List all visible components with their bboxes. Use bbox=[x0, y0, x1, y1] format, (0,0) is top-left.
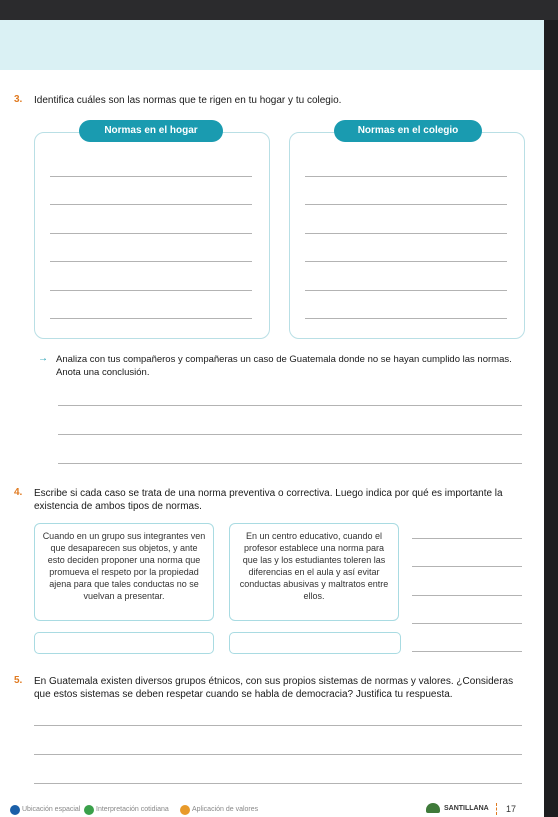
santillana-logo-icon bbox=[426, 803, 440, 813]
home-answer-line[interactable] bbox=[50, 233, 252, 234]
page-header-band bbox=[0, 20, 544, 70]
legend-dot-icon bbox=[180, 805, 190, 815]
legend-label-1: Ubicación espacial bbox=[22, 806, 81, 813]
q4-answer-line[interactable] bbox=[412, 595, 522, 596]
home-norms-box bbox=[34, 132, 270, 339]
q4-text: Escribe si cada caso se trata de una norma preventiva o correctiva. Luego indica por qué es importante la existencia de ambos tipos de normas. bbox=[34, 488, 503, 512]
conclusion-line[interactable] bbox=[58, 405, 522, 406]
home-norms-header: Normas en el hogar bbox=[79, 120, 223, 142]
q3-instruction: Analiza con tus compañeros y compañeras un caso de Guatemala donde no se hayan cumplido las normas. Anota una conclusión. bbox=[56, 354, 512, 378]
q5-answer-line[interactable] bbox=[34, 783, 522, 784]
home-answer-line[interactable] bbox=[50, 318, 252, 319]
legend-label-3: Aplicación de valores bbox=[192, 806, 259, 813]
school-answer-line[interactable] bbox=[305, 204, 507, 205]
q5-answer-line[interactable] bbox=[34, 725, 522, 726]
school-answer-line[interactable] bbox=[305, 233, 507, 234]
school-norms-header: Normas en el colegio bbox=[334, 120, 482, 142]
conclusion-line[interactable] bbox=[58, 434, 522, 435]
arrow-icon: → bbox=[38, 353, 48, 364]
home-answer-line[interactable] bbox=[50, 261, 252, 262]
q4-answer-line[interactable] bbox=[412, 538, 522, 539]
school-answer-line[interactable] bbox=[305, 261, 507, 262]
case-1-box: Cuando en un grupo sus integrantes ven que desaparecen sus objetos, y ante esto deciden proponer una norma que promueva el respeto por la propiedad ajena para que tales conductas no se vuelvan a presentar. bbox=[34, 523, 214, 621]
case-2-answer-box[interactable] bbox=[229, 632, 401, 654]
legend-label-2: Interpretación cotidiana bbox=[96, 806, 169, 813]
q4-answer-line[interactable] bbox=[412, 566, 522, 567]
home-answer-line[interactable] bbox=[50, 176, 252, 177]
legend-dot-icon bbox=[84, 805, 94, 815]
q4-answer-line[interactable] bbox=[412, 623, 522, 624]
case-2-box: En un centro educativo, cuando el profesor establece una norma para que las y los estudiantes toleren las diferencias en el aula y así evitar conductas abusivas y maltratos entre ellos. bbox=[229, 523, 399, 621]
brand-name: SANTILLANA bbox=[444, 805, 489, 812]
viewer-top-bar bbox=[0, 0, 558, 20]
home-answer-line[interactable] bbox=[50, 290, 252, 291]
q4-number: 4. bbox=[14, 487, 23, 498]
legend-dot-icon bbox=[10, 805, 20, 815]
q5-text: En Guatemala existen diversos grupos étnicos, con sus propios sistemas de normas y valores. ¿Consideras que estos sistemas se deben respetar cuando se habla de democracia? Justifica tu respuesta. bbox=[34, 676, 514, 700]
case-1-answer-box[interactable] bbox=[34, 632, 214, 654]
viewer-right-edge bbox=[544, 20, 558, 817]
q3-text: Identifica cuáles son las normas que te rigen en tu hogar y tu colegio. bbox=[34, 95, 342, 106]
footer-divider bbox=[496, 803, 497, 815]
school-answer-line[interactable] bbox=[305, 318, 507, 319]
school-answer-line[interactable] bbox=[305, 176, 507, 177]
q5-number: 5. bbox=[14, 675, 23, 686]
q3-number: 3. bbox=[14, 94, 23, 105]
school-norms-box bbox=[289, 132, 525, 339]
conclusion-line[interactable] bbox=[58, 463, 522, 464]
home-answer-line[interactable] bbox=[50, 204, 252, 205]
q4-answer-line[interactable] bbox=[412, 651, 522, 652]
q5-answer-line[interactable] bbox=[34, 754, 522, 755]
page-number: 17 bbox=[506, 804, 517, 814]
school-answer-line[interactable] bbox=[305, 290, 507, 291]
